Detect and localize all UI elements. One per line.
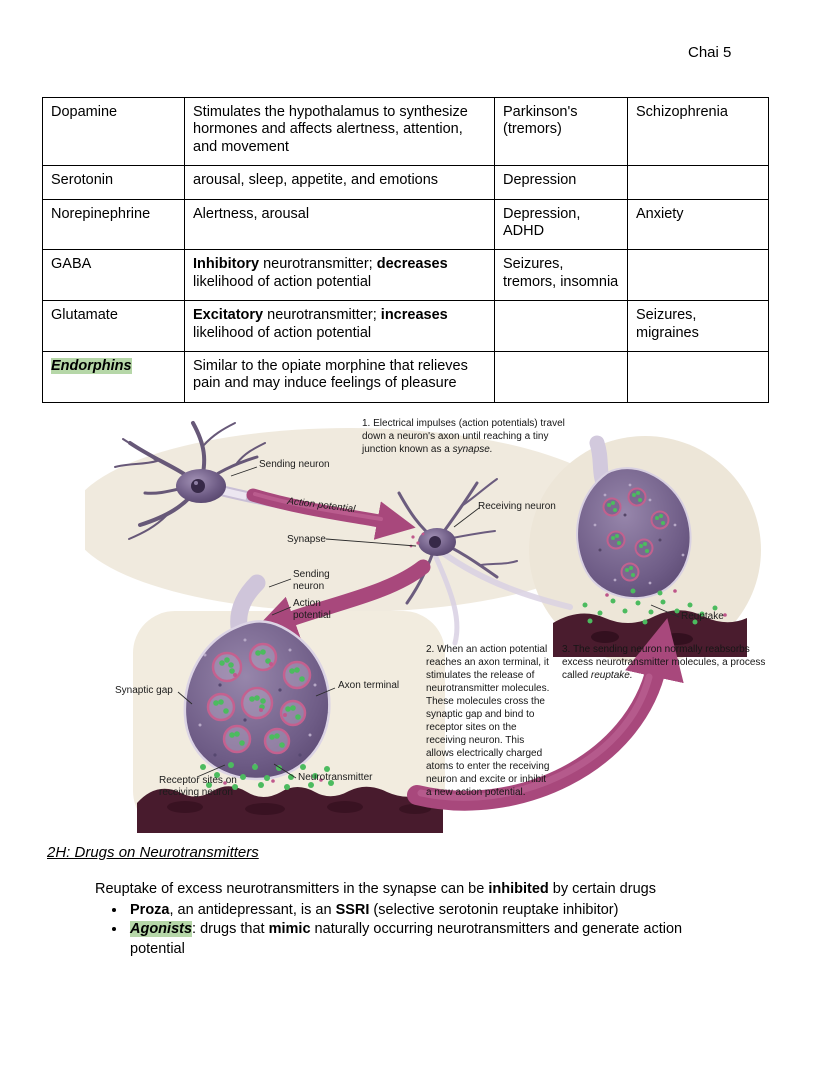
nt-function-bold: decreases [376, 256, 448, 273]
nt-name-highlighted: Endorphins [51, 357, 132, 374]
label-action-potential-top: Action potential [286, 495, 356, 516]
nt-excess: Anxiety [636, 205, 684, 222]
nt-name: Glutamate [51, 307, 118, 324]
nt-excess: Seizures, migraines [636, 307, 699, 341]
nt-function: neurotransmitter; [263, 307, 381, 324]
bullet-highlighted-term: Agonists [130, 921, 193, 938]
intro-text: Reuptake of excess neurotransmitters in the synapse can be [95, 881, 489, 897]
nt-deficit: Parkinson's (tremors) [503, 104, 578, 138]
table-cell [43, 250, 185, 301]
page-header: Chai 5 [688, 44, 732, 61]
nt-function: likelihood of action potential [193, 324, 372, 341]
table-cell [185, 351, 495, 402]
bullet-text: : drugs that [192, 921, 269, 938]
step3-text: 3. The sending neuron normally reabsorbs excess neurotransmitter molecules, a process called [562, 644, 766, 681]
bullet-bold: SSRI [335, 901, 370, 918]
label-neurotransmitter: Neurotransmitter [298, 772, 373, 783]
notes-body [95, 880, 727, 960]
label-axon-terminal: Axon terminal [338, 680, 400, 691]
table-cell [495, 301, 628, 352]
label-action-potential-2: Action potential [293, 598, 331, 621]
intro-paragraph [95, 880, 727, 900]
table-cell [43, 351, 185, 402]
table-cell [628, 98, 769, 166]
table-cell [628, 199, 769, 250]
table-row [43, 250, 769, 301]
nt-deficit: Depression, ADHD [503, 205, 581, 239]
table-cell [495, 351, 628, 402]
bullet-item [127, 901, 727, 921]
table-cell [185, 250, 495, 301]
nt-excess: Schizophrenia [636, 104, 728, 120]
bullet-list [95, 901, 727, 960]
synapse-figure [85, 415, 775, 835]
table-row [43, 199, 769, 250]
nt-name: Dopamine [51, 104, 118, 120]
diagram-step2-caption [426, 643, 550, 799]
table-cell [628, 250, 769, 301]
intro-text: by certain drugs [548, 881, 656, 897]
nt-name: Norepinephrine [51, 205, 151, 222]
table-cell [43, 98, 185, 166]
table-row [43, 166, 769, 199]
bullet-item [127, 920, 727, 959]
table-cell [43, 199, 185, 250]
intro-bold: inhibited [488, 881, 549, 897]
table-cell [185, 166, 495, 199]
neurotransmitter-table [42, 97, 769, 403]
nt-function: Similar to the opiate morphine that relieves pain and may induce feelings of pleasure [193, 357, 468, 392]
nt-function: neurotransmitter; [259, 256, 377, 273]
step1-text: 1. Electrical impulses (action potentials) travel down a neuron's axon until reaching a tiny junction known as a [362, 418, 565, 455]
nt-name: GABA [51, 256, 92, 273]
table-cell [185, 98, 495, 166]
nt-function: arousal, sleep, appetite, and emotions [193, 172, 439, 189]
table-row [43, 301, 769, 352]
bullet-text: (selective serotonin reuptake inhibitor) [369, 901, 619, 918]
bullet-bold: Proza [130, 901, 170, 918]
table-cell [495, 166, 628, 199]
label-sending-neuron-2: Sending neuron [293, 569, 330, 592]
label-reuptake: Reuptake [681, 611, 724, 622]
nt-function-bold: Inhibitory [193, 256, 260, 273]
table-cell [495, 250, 628, 301]
bullet-bold: mimic [268, 921, 311, 938]
table-row [43, 351, 769, 402]
label-synapse: Synapse [287, 534, 326, 545]
nt-function: Alertness, arousal [193, 205, 310, 222]
step2-text: 2. When an action potential reaches an axon terminal, it stimulates the release of neurotransmitter molecules. These molecules cross the synaptic gap and bind to receptor sites on the receiving neuron. This allows electrically charged atoms to enter the receiving neuron and excite or inhibit a new action potential. [426, 644, 550, 798]
table-cell [185, 199, 495, 250]
table-cell [185, 301, 495, 352]
label-synaptic-gap: Synaptic gap [115, 685, 173, 696]
nt-function-bold: increases [380, 307, 448, 324]
nt-deficit: Depression [503, 172, 577, 189]
diagram-step1-caption [362, 417, 574, 456]
label-sending-neuron-top: Sending neuron [259, 459, 330, 470]
table-cell [628, 351, 769, 402]
step1-italic-term: synapse. [452, 444, 493, 455]
table-cell [495, 98, 628, 166]
bullet-text: naturally occurring neurotransmitters and generate action potential [130, 921, 683, 958]
bullet-text: , an antidepressant, is an [169, 901, 336, 918]
table-cell [495, 199, 628, 250]
table-cell [43, 166, 185, 199]
nt-function-bold: Excitatory [193, 307, 264, 324]
step3-italic-term: reuptake. [590, 670, 633, 681]
nt-function: Stimulates the hypothalamus to synthesize hormones and affects alertness, attention, and movement [193, 104, 468, 155]
table-cell [628, 301, 769, 352]
table-cell [43, 301, 185, 352]
diagram-step3-caption [562, 643, 770, 682]
table-cell [628, 166, 769, 199]
label-receiving-neuron: Receiving neuron [478, 501, 556, 512]
section-heading: 2H: Drugs on Neurotransmitters [47, 844, 259, 861]
nt-function: likelihood of action potential [193, 273, 372, 290]
label-receptor-sites: Receptor sites on receiving neuron [159, 775, 237, 798]
nt-name: Serotonin [51, 172, 114, 189]
nt-deficit: Seizures, tremors, insomnia [503, 256, 619, 290]
table-row [43, 98, 769, 166]
